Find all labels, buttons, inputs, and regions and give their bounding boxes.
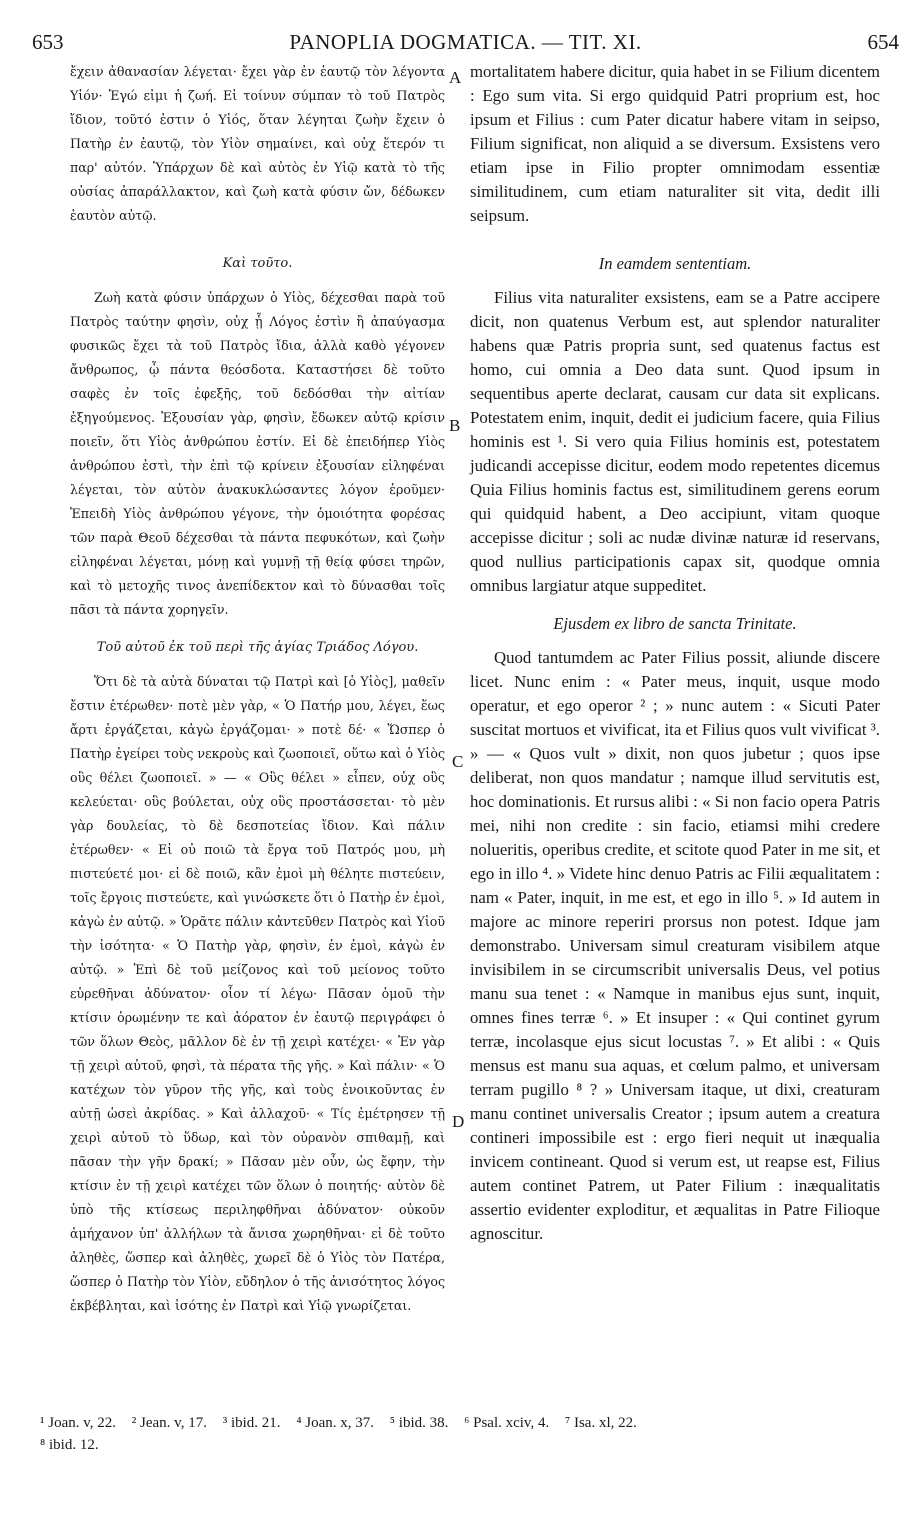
- latin-column: [470, 60, 880, 1246]
- greek-paragraph-1: ἔχειν ἀθανασίαν λέγεται· ἔχει γὰρ ἐν ἑαυτῷ τὸν λέγοντα Υἱόν· Ἐγώ εἰμι ἡ ζωή. Εἰ τοίνυν σύμπαν τὸ τοῦ Πατρὸς ἴδιον, τοῦτό ἐστιν ὁ Υἱός, ὅταν λέγηται ζωὴν ἔχειν ὁ Πατὴρ ἐν ἑαυτῷ, τὸν Υἱὸν σημαίνει, καὶ οὐχ ἕτερόν τι παρ' αὐτόν. Ὑπάρχων δὲ καὶ αὐτὸς ἐν Υἱῷ κατὰ τὸ τῆς οὐσίας ἀπαράλλακτον, καὶ ζωὴ κατὰ φύσιν ὤν, δέδωκεν ἑαυτὸν αὐτῷ.: [70, 64, 445, 223]
- margin-marker-c: C: [452, 752, 464, 771]
- page-number-left: 653: [32, 30, 64, 54]
- footnote-line-1: [40, 1412, 900, 1434]
- footnotes: [40, 1412, 900, 1456]
- footnote-1: ¹ Joan. v, 22.: [40, 1415, 117, 1431]
- margin-marker-b: B: [449, 416, 461, 435]
- greek-heading-1: Καὶ τοῦτο.: [222, 256, 293, 271]
- margin-marker-d: D: [452, 1112, 465, 1131]
- footnote-line-2: [40, 1434, 900, 1456]
- running-title: PANOPLIA DOGMATICA. — TIT. XI.: [289, 30, 642, 54]
- latin-paragraph-3: Quod tantumdem ac Pater Filius possit, aliunde discere licet. Nunc enim : « Pater meus, inquit, usque modo operatur, et ego operor ² ; » nunc autem : « Sicuti Pater suscitat mortuos et vivificat, ita et Filius quos vult vivificat ³. » — « Quos vult » dixit, non quos jubetur ; quos ipse deliberat, non quos mandatur ; namque illud servitutis est, hoc dominationis. Et rursus alibi : « Si non facio opera Patris mei, nihi non credite : sin facio, etiamsi mihi credere nolueritis, operibus credite, et scitote quod Pater in me sit, et ego in illo ⁴. » Videte hinc denuo Patris ac Filii æqualitatem : nam « Pater, inquit, in me est, et ego in illo ⁵. » Id autem in majore ac minore reperiri prorsus non potest. Idque jam demonstrabo. Universam simul creaturam visibilem atque invisibilem in se circumscribit universalis Deus, vel potius manu sua tenet : « Namque in manibus ejus sunt, inquit, omnes fines terræ ⁶. » Et insuper : « Qui continet gyrum terræ, incolasque ejus sicut locustas ⁷. » Et alibi : « Quis mensus est manu sua aquas, et cœlum palmo, et universam terram pugillo ⁸ ? » Universam itaque, ut dixi, creaturam manu continet universalis Creator ; ipsum autem a creatura contineri impossibile est : ergo fieri nequit ut inæqualia invicem contineant. Quod si verum est, ut reapse est, Filius autem continet Patrem, ut Pater Filium : inæqualitatis assertio evidenter exploditur, et æqualitas in Patre Filioque agnoscitur.: [470, 648, 880, 1243]
- latin-heading-2: Ejusdem ex libro de sancta Trinitate.: [553, 614, 797, 633]
- footnote-2: ² Jean. v, 17.: [131, 1415, 207, 1431]
- footnote-4: ⁴ Joan. x, 37.: [296, 1415, 375, 1431]
- greek-heading-2: Τοῦ αὐτοῦ ἐκ τοῦ περὶ τῆς ἁγίας Τριάδος Λόγου.: [96, 640, 419, 655]
- latin-paragraph-1: mortalitatem habere dicitur, quia habet in se Filium dicentem : Ego sum vita. Si ergo quidquid Patri proprium est, hoc ipsum et Filius : cum Pater dicatur habere vitam in seipso, Filium significat, non aliquid a se diversum. Exsistens vero etiam ipse in Filio propter omnimodam essentiæ similitudinem, cum etiam naturaliter sit vita, dedit illi seipsum.: [470, 62, 880, 225]
- greek-paragraph-2: Ζωὴ κατὰ φύσιν ὑπάρχων ὁ Υἱὸς, δέχεσθαι παρὰ τοῦ Πατρὸς ταύτην φησὶν, οὐχ ᾗ Λόγος ἐστὶν ἢ ἀπαύγασμα φυσικῶς ἔχει τὰ τοῦ Πατρὸς ἴδια, ἀλλὰ καθὸ γέγονεν ἄνθρωπος, ᾧ πάντα θεόσδοτα. Καταστήσει δὲ τοῦτο σαφὲς ἐν τοῖς ἐφεξῆς, τοῦ δεδόσθαι τὴν αἰτίαν ἐξηγούμενος. Ἐξουσίαν γὰρ, φησὶν, ἔδωκεν αὐτῷ κρίσιν ποιεῖν, ὅτι Υἱὸς ἀνθρώπου ἐστίν. Εἰ δὲ ἐπειδήπερ Υἱὸς ἀνθρώπου ἐστὶ, τὴν ἐπὶ τῷ κρίνειν ἐξουσίαν εἰληφέναι λέγεται, τὸν αὐτὸν ἀνακυκλώσαντες λόγον ἐροῦμεν· Ἐπειδὴ Υἱὸς ἀνθρώπου γέγονε, τὴν ὁμοιότητα φορέσας τῶν παρὰ Θεοῦ δέχεσθαι τὰ πάντα πεφυκότων, καὶ ζωὴν εἰληφέναι λέγεται, μόνῃ καὶ γυμνῇ τῇ θείᾳ φύσει τηρῶν, καὶ τὸ μετοχῆς τινος ἀνεπίδεκτον καὶ τὸ δύνασθαι τοῖς πᾶσι τὰ πάντα χορηγεῖν.: [70, 290, 445, 617]
- greek-column: [70, 60, 445, 1318]
- footnote-5: ⁵ ibid. 38.: [389, 1415, 449, 1431]
- margin-marker-a: A: [449, 68, 462, 87]
- footnote-8: ⁸ ibid. 12.: [40, 1437, 99, 1453]
- page-number-right: 654: [867, 30, 899, 54]
- running-header: [32, 30, 899, 62]
- footnote-3: ³ ibid. 21.: [222, 1415, 281, 1431]
- latin-heading-1: In eamdem sententiam.: [598, 254, 752, 273]
- greek-paragraph-3: Ὅτι δὲ τὰ αὐτὰ δύναται τῷ Πατρὶ καὶ [ὁ Υἱὸς], μαθεῖν ἔστιν ἑτέρωθεν· ποτὲ μὲν γὰρ, « Ὁ Πατήρ μου, λέγει, ἕως ἄρτι ἐργάζεται, κἀγὼ ἐργάζομαι· » ποτὲ δέ· « Ὥσπερ ὁ Πατὴρ ἐγείρει τοὺς νεκροὺς καὶ ζωοποιεῖ, οὕτω καὶ ὁ Υἱὸς οὓς θέλει ζωοποιεῖ. » — « Οὓς θέλει » εἶπεν, οὐχ οὓς κελεύεται· οὓς βούλεται, οὐχ οὓς προστάσσεται· τὸ μὲν γὰρ δουλείας, τὸ δὲ δεσποτείας ἴδιον. Καὶ πάλιν ἑτέρωθεν· « Εἰ οὐ ποιῶ τὰ ἔργα τοῦ Πατρός μου, μὴ πιστεύετέ μοι· εἰ δὲ ποιῶ, κἂν ἐμοὶ μὴ θέλητε πιστεύειν, τοῖς ἔργοις πιστεύετε, καὶ γινώσκετε ὅτι ὁ Πατὴρ ἐν ἐμοὶ, κἀγὼ ἐν αὐτῷ. » Ὁρᾶτε πάλιν κἀντεῦθεν Πατρὸς καὶ Υἱοῦ τὴν ἰσότητα· « Ὁ Πατὴρ γὰρ, φησὶν, ἐν ἐμοὶ, κἀγὼ ἐν αὐτῷ. » Ἐπὶ δὲ τοῦ μείζονος καὶ τοῦ μείονος τοῦτο εὑρεθῆναι ἀδύνατον· οἷον τί λέγω· Πᾶσαν ὁμοῦ τὴν κτίσιν ὁρωμένην τε καὶ ἀόρατον ἐν ἑαυτῷ περιγράφει ὁ τῶν ὅλων Θεὸς, μᾶλλον δὲ ἐν τῇ χειρὶ κατέχει· « Ἐν γὰρ τῇ χειρὶ αὐτοῦ, φησὶ, τὰ πέρατα τῆς γῆς. » Καὶ πάλιν· « Ὁ κατέχων τὸν γῦρον τῆς γῆς, καὶ τοὺς ἐνοικοῦντας ἐν αὐτῇ ὡσεὶ ἀκρίδας. » Καὶ ἀλλαχοῦ· « Τίς ἐμέτρησεν τῇ χειρὶ αὐτοῦ τὸ ὕδωρ, καὶ τὸν οὐρανὸν σπιθαμῇ, καὶ πᾶσαν τὴν γῆν δρακί; » Πᾶσαν μὲν οὖν, ὡς ἔφην, τὴν κτίσιν ἐν τῇ χειρὶ κατέχει τῶν ὅλων ὁ ποιητής· αὐτὸν δὲ ὑπὸ τῆς κτίσεως περιληφθῆναι ἀδύνατον· οὐκοῦν ἀμήχανον ὑπ' ἀλλήλων τὰ ἄνισα χωρηθῆναι· εἰ δὲ τοῦτο ἀληθὲς, ὥσπερ καὶ ἀληθὲς, χωρεῖ δὲ ὁ Υἱὸς τὸν Πατέρα, ὥσπερ ὁ Πατὴρ τὸν Υἱὸν, εὔδηλον ὁ τῆς ἀνισότητος λόγος ἐκβέβληται, καὶ ἰσότης ἐν Πατρὶ καὶ Υἱῷ γνωρίζεται.: [70, 674, 445, 1313]
- latin-paragraph-2: Filius vita naturaliter exsistens, eam se a Patre accipere dicit, non quatenus Verbum est, aut splendor naturaliter habens quæ Patris propria sunt, sed quatenus factus est homo, cui omnia a Deo data sunt. Quod ipsum in sequentibus aperte declarat, causam cur data sit explicans. Potestatem enim, inquit, dedit ei judicium facere, quia Filius hominis est ¹. Si vero quia Filius hominis est, potestatem judicandi accepisse dicitur, eodem modo repetentes dicemus Quia Filius hominis factus est, similitudinem gerens eorum qui quidquid habent, a Deo accipiunt, vitam quoque accepisse dicitur ; soli ac nudæ divinæ naturæ id reservans, quod nullius participationis capax sit, quodque omnia omnibus largiatur atque suppeditet.: [470, 288, 880, 595]
- footnote-7: ⁷ Isa. xl, 22.: [564, 1415, 637, 1431]
- footnote-6: ⁶ Psal. xciv, 4.: [464, 1415, 550, 1431]
